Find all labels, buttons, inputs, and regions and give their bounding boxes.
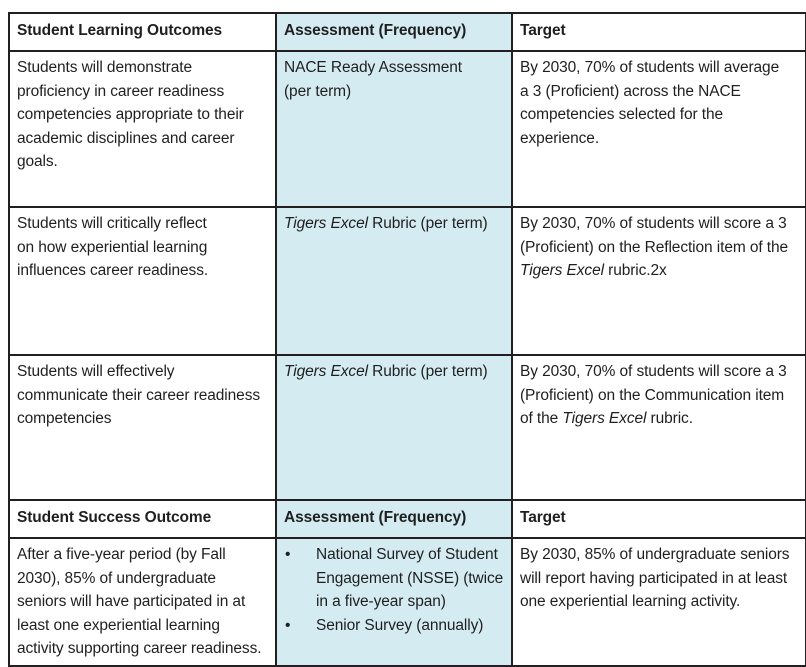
header-assessment: Assessment (Frequency) bbox=[276, 13, 512, 51]
list-item: • National Survey of Student Engagement (NSSE) (twice in a five-year span) bbox=[284, 543, 504, 614]
outcomes-table bbox=[8, 12, 806, 667]
target-text: By 2030, 70% of students will average a 3 (Proficient) across the NACE competencies selected for the experience. bbox=[520, 59, 780, 147]
target-cell bbox=[512, 51, 806, 207]
assessment-cell bbox=[276, 355, 512, 500]
outcome-text: Students will critically reflect on how experiential learning influences career readiness. bbox=[17, 215, 209, 279]
assessment-text: NACE Ready Assessment (per term) bbox=[284, 59, 462, 100]
target-italic: Tigers Excel bbox=[520, 262, 604, 279]
assessment-cell bbox=[276, 51, 512, 207]
outcome-cell: Students will effectively communicate their career readiness competencies bbox=[9, 355, 276, 500]
assessment-rest: Rubric (per term) bbox=[367, 215, 488, 232]
target-cell bbox=[512, 207, 806, 355]
assessment-italic: Tigers Excel bbox=[284, 363, 368, 380]
table-row bbox=[9, 355, 806, 500]
outcome-cell: Students will demonstrate proficiency in career readiness competencies appropriate to their academic disciplines and career goals. bbox=[9, 51, 276, 207]
assessment-cell bbox=[276, 207, 512, 355]
header-target: Target bbox=[512, 13, 806, 51]
target-post: rubric.2x bbox=[603, 262, 667, 279]
header-learning-outcomes: Student Learning Outcomes bbox=[9, 13, 276, 51]
assessment-cell bbox=[276, 538, 512, 666]
bullet-icon: • bbox=[285, 616, 291, 634]
target-pre: By 2030, 70% of students will score a 3 (Proficient) on the Reflection item of the bbox=[520, 215, 789, 256]
target-cell bbox=[512, 355, 806, 500]
header-target: Target bbox=[512, 500, 806, 538]
target-italic: Tigers Excel bbox=[562, 410, 647, 427]
assessment-italic: Tigers Excel bbox=[284, 215, 368, 232]
header-assessment: Assessment (Frequency) bbox=[276, 500, 512, 538]
target-cell: By 2030, 85% of undergraduate seniors will report having participated in at least one experiential learning activity. bbox=[512, 538, 806, 666]
outcome-cell: After a five-year period (by Fall 2030), 85% of undergraduate seniors will have participated in at least one experiential learning activity supporting career readiness. bbox=[9, 538, 276, 666]
outcome-cell bbox=[9, 207, 276, 355]
bullet-icon: • bbox=[285, 546, 291, 563]
list-item: • Senior Survey (annually) bbox=[284, 614, 504, 638]
target-post: rubric. bbox=[646, 410, 693, 427]
table-row bbox=[9, 538, 806, 666]
success-outcome-header-row bbox=[9, 500, 806, 538]
learning-outcomes-header-row bbox=[9, 13, 806, 51]
assessment-bullet-list bbox=[284, 543, 504, 637]
target-pre: By 2030, 70% of students will score a 3 (Proficient) on the Communication item of the bbox=[520, 363, 787, 427]
table-row bbox=[9, 51, 806, 207]
assessment-rest: Rubric (per term) bbox=[367, 363, 488, 380]
table-row bbox=[9, 207, 806, 355]
header-success-outcome: Student Success Outcome bbox=[9, 500, 276, 538]
